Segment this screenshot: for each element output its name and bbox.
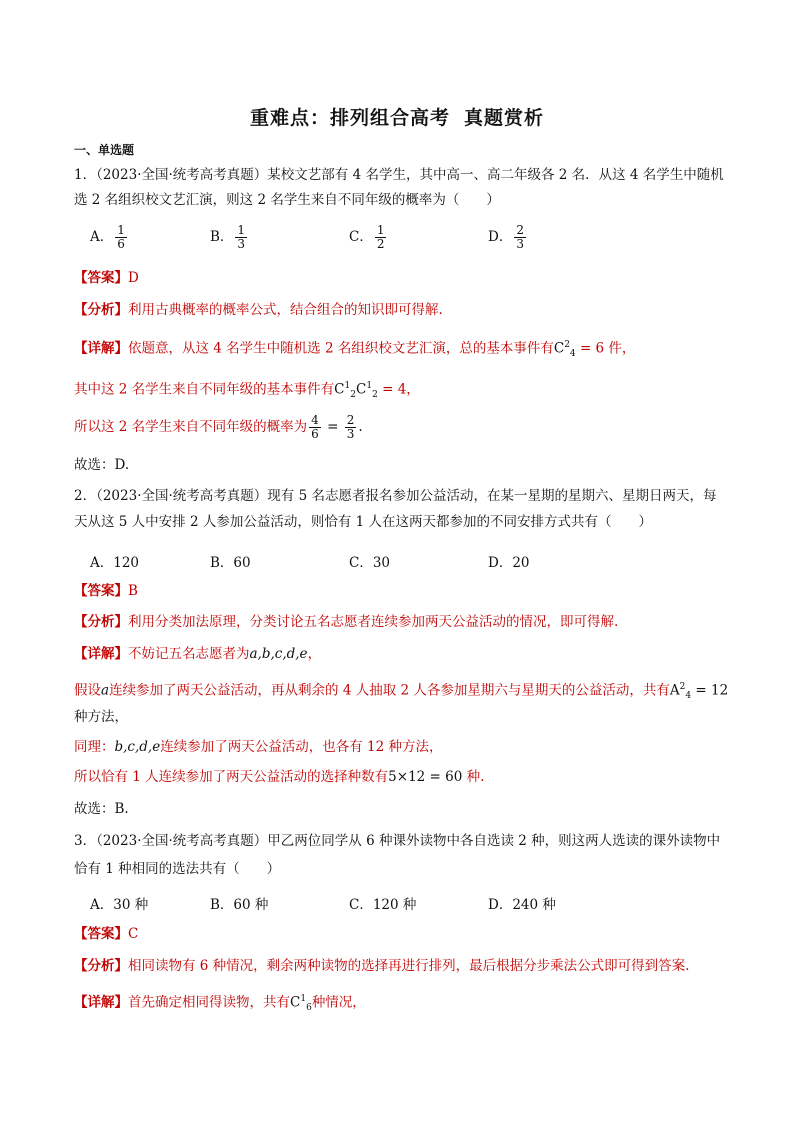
q1-stem-line1: 1．（2023·全国·统考高考真题）某校文艺部有 4 名学生，其中高一、高二年级各 2 名．从这 4 名学生中随机 [74,167,724,183]
q1-option-a: A． $\frac{1}{6}$ [90,223,125,251]
q2-analysis: 【分析】利用分类加法原理，分类讨论五名志愿者连续参加两天公益活动的情况，即可得解. [74,614,619,630]
q3-option-d: D．240 种 [488,897,556,913]
q3-stem-line1: 3．（2023·全国·统考高考真题）甲乙两位同学从 6 种课外读物中各自选读 2 种，则这两人选读的课外读物中 [74,833,721,849]
q2-option-b: B．60 [210,555,251,571]
q2-stem-line2: 天从这 5 人中安排 2 人参加公益活动，则恰有 1 人在这两天都参加的不同安排方式共有（ ） [74,514,653,530]
q2-conclusion: 故选：B. [74,801,129,817]
q1-analysis: 【分析】利用古典概率的概率公式，结合组合的知识即可得解. [74,302,443,318]
q1-conclusion: 故选：D. [74,457,130,473]
q1-detail-line2: 其中这 2 名学生来自不同年级的基本事件有$C^1_2C^1_2 = 4$， [74,381,420,401]
section-heading: 一、单选题 [74,143,135,157]
q2-answer: 【答案】B [74,583,138,599]
q2-detail-line4: 同理：b,c,d,e连续参加了两天公益活动，也各有 12 种方法， [74,739,443,755]
q1-answer: 【答案】D [74,270,139,286]
q2-detail-line2: 假设a连续参加了两天公益活动，再从剩余的 4 人抽取 2 人各参加星期六与星期天的公益活动，共有$A^2_4 = 12$ [74,682,729,702]
q2-option-d: D．20 [488,555,530,571]
q3-option-a: A．30 种 [90,897,149,913]
q1-option-b: B． $\frac{1}{3}$ [210,223,246,251]
q2-detail-line5: 所以恰有 1 人连续参加了两天公益活动的选择种数有5×12 = 60 种. [74,769,485,785]
q3-option-c: C．120 种 [349,897,417,913]
q1-detail-line3: 所以这 2 名学生来自不同年级的概率为 $\frac{4}{6}$ = $\frac{2}{3}$ . [74,413,363,441]
q2-option-c: C．30 [349,555,391,571]
q3-stem-line2: 恰有 1 种相同的选法共有（ ） [74,861,281,877]
q1-option-c: C． $\frac{1}{2}$ [349,223,385,251]
q3-analysis: 【分析】相同读物有 6 种情况，剩余两种读物的选择再进行排列，最后根据分步乘法公式即可得到答案. [74,958,690,974]
q2-detail-line1: 【详解】不妨记五名志愿者为a,b,c,d,e， [74,646,322,662]
q3-detail-line1: 【详解】首先确定相同得读物，共有$C^1_6$种情况， [74,994,366,1014]
q2-stem-line1: 2．（2023·全国·统考高考真题）现有 5 名志愿者报名参加公益活动，在某一星期的星期六、星期日两天，每 [74,488,717,504]
q1-option-d: D． $\frac{2}{3}$ [488,223,524,251]
q3-option-b: B．60 种 [210,897,269,913]
q1-stem-line2: 选 2 名组织校文艺汇演，则这 2 名学生来自不同年级的概率为（ ） [74,192,500,208]
q1-detail-line1: 【详解】依题意，从这 4 名学生中随机选 2 名组织校文艺汇演，总的基本事件有$C^2_4 = 6$ 件， [74,340,636,360]
q2-option-a: A．120 [90,555,140,571]
page-title: 重难点：排列组合高考 真题赏析 [249,107,545,129]
q3-answer: 【答案】C [74,926,139,942]
q2-detail-line3: 种方法， [74,709,128,725]
